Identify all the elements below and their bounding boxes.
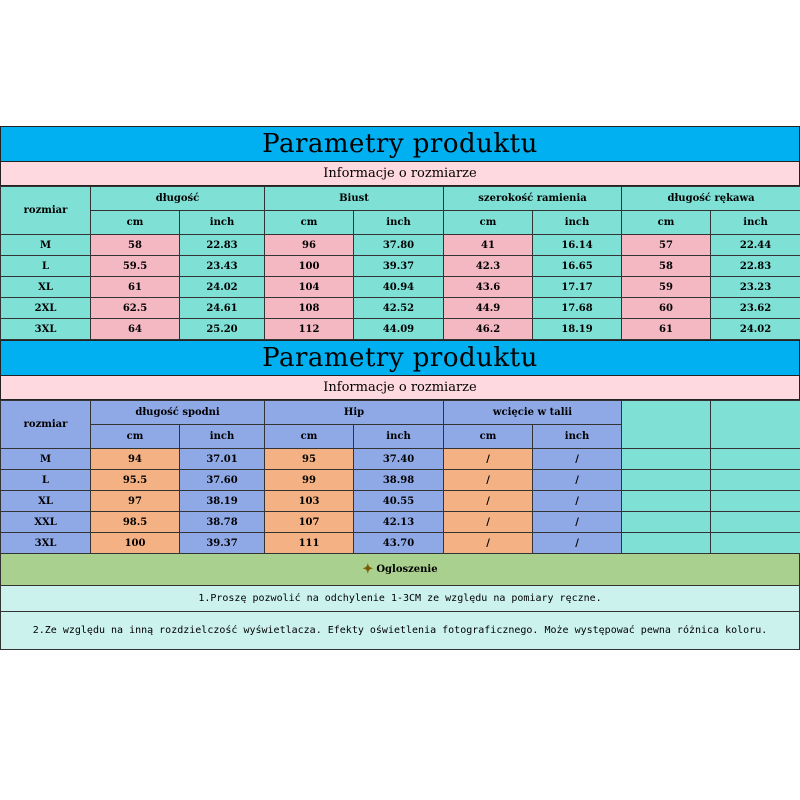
value-cell: 104	[265, 277, 354, 298]
value-cell: 95	[265, 449, 354, 470]
unit-header: cm	[444, 211, 533, 235]
value-cell: /	[444, 491, 533, 512]
value-cell: 37.01	[180, 449, 265, 470]
value-cell: /	[533, 533, 622, 554]
value-cell: 40.94	[354, 277, 444, 298]
value-cell: 37.80	[354, 235, 444, 256]
value-cell: 44.09	[354, 319, 444, 340]
value-cell: /	[444, 449, 533, 470]
value-cell: 41	[444, 235, 533, 256]
value-cell: 38.78	[180, 512, 265, 533]
top-size-table	[0, 186, 800, 340]
table-row	[1, 298, 800, 319]
value-cell: 61	[91, 277, 180, 298]
value-cell: 38.98	[354, 470, 444, 491]
value-cell: 39.37	[354, 256, 444, 277]
unit-header: cm	[622, 211, 711, 235]
size-header: rozmiar	[1, 401, 91, 449]
value-cell: 95.5	[91, 470, 180, 491]
unit-header: inch	[711, 211, 800, 235]
size-cell: M	[1, 235, 91, 256]
value-cell: 22.83	[180, 235, 265, 256]
value-cell: 23.23	[711, 277, 800, 298]
value-cell: 59.5	[91, 256, 180, 277]
value-cell: 43.6	[444, 277, 533, 298]
value-cell: 37.60	[180, 470, 265, 491]
size-cell: M	[1, 449, 91, 470]
notice-label: Ogloszenie	[376, 564, 438, 575]
value-cell: /	[444, 470, 533, 491]
value-cell: 17.17	[533, 277, 622, 298]
unit-header: cm	[91, 425, 180, 449]
unit-header: inch	[354, 425, 444, 449]
group-header: Biust	[265, 187, 444, 211]
section-subtitle: Informacje o rozmiarze	[0, 162, 800, 186]
value-cell: 24.61	[180, 298, 265, 319]
value-cell: 22.44	[711, 235, 800, 256]
note-2: 2.Ze względu na inną rozdzielczość wyświetlacza. Efekty oświetlenia fotograficznego. Może występować pewna różnica koloru.	[0, 612, 800, 650]
value-cell: 23.62	[711, 298, 800, 319]
size-cell: L	[1, 256, 91, 277]
table-row	[1, 449, 800, 470]
value-cell: 40.55	[354, 491, 444, 512]
unit-header: cm	[91, 211, 180, 235]
value-cell: 23.43	[180, 256, 265, 277]
group-header: długość spodni	[91, 401, 265, 425]
value-cell: 37.40	[354, 449, 444, 470]
unit-header: inch	[533, 425, 622, 449]
value-cell: 103	[265, 491, 354, 512]
value-cell: 58	[622, 256, 711, 277]
value-cell: 57	[622, 235, 711, 256]
size-chart	[0, 126, 800, 650]
empty-cell	[711, 491, 800, 512]
value-cell: 60	[622, 298, 711, 319]
value-cell: 61	[622, 319, 711, 340]
value-cell: 111	[265, 533, 354, 554]
value-cell: 42.3	[444, 256, 533, 277]
value-cell: 108	[265, 298, 354, 319]
table-row	[1, 491, 800, 512]
value-cell: 42.52	[354, 298, 444, 319]
unit-header: cm	[265, 211, 354, 235]
empty-cell	[622, 491, 711, 512]
value-cell: /	[533, 470, 622, 491]
table-row	[1, 235, 800, 256]
table-row	[1, 470, 800, 491]
value-cell: 22.83	[711, 256, 800, 277]
table-row	[1, 512, 800, 533]
size-cell: XXL	[1, 512, 91, 533]
value-cell: 97	[91, 491, 180, 512]
table-row	[1, 277, 800, 298]
value-cell: 62.5	[91, 298, 180, 319]
value-cell: 38.19	[180, 491, 265, 512]
value-cell: 24.02	[180, 277, 265, 298]
empty-cell	[711, 401, 800, 449]
empty-cell	[622, 401, 711, 449]
empty-cell	[711, 470, 800, 491]
empty-cell	[711, 533, 800, 554]
size-cell: 3XL	[1, 319, 91, 340]
value-cell: 46.2	[444, 319, 533, 340]
value-cell: 112	[265, 319, 354, 340]
bottom-size-table	[0, 400, 800, 554]
group-header: długość	[91, 187, 265, 211]
value-cell: /	[533, 491, 622, 512]
size-cell: XL	[1, 277, 91, 298]
size-cell: XL	[1, 491, 91, 512]
empty-cell	[622, 533, 711, 554]
unit-header: inch	[354, 211, 444, 235]
value-cell: 16.65	[533, 256, 622, 277]
value-cell: 44.9	[444, 298, 533, 319]
value-cell: 42.13	[354, 512, 444, 533]
note-1: 1.Proszę pozwolić na odchylenie 1-3CM ze względu na pomiary ręczne.	[0, 586, 800, 612]
empty-cell	[711, 512, 800, 533]
value-cell: 64	[91, 319, 180, 340]
page-title-2: Parametry produktu	[0, 340, 800, 376]
group-header: długość rękawa	[622, 187, 800, 211]
value-cell: 59	[622, 277, 711, 298]
size-cell: 2XL	[1, 298, 91, 319]
value-cell: 98.5	[91, 512, 180, 533]
unit-header: inch	[533, 211, 622, 235]
empty-cell	[711, 449, 800, 470]
notice-banner	[0, 554, 800, 586]
empty-cell	[622, 470, 711, 491]
unit-header: inch	[180, 211, 265, 235]
group-header: szerokość ramienia	[444, 187, 622, 211]
value-cell: 24.02	[711, 319, 800, 340]
empty-cell	[622, 449, 711, 470]
unit-header: cm	[265, 425, 354, 449]
unit-header: inch	[180, 425, 265, 449]
size-cell: 3XL	[1, 533, 91, 554]
group-header: wcięcie w talii	[444, 401, 622, 425]
value-cell: 94	[91, 449, 180, 470]
section-subtitle-2: Informacje o rozmiarze	[0, 376, 800, 400]
value-cell: 99	[265, 470, 354, 491]
value-cell: 58	[91, 235, 180, 256]
star-icon: ✦	[362, 562, 374, 577]
table-row	[1, 533, 800, 554]
unit-header: cm	[444, 425, 533, 449]
value-cell: 18.19	[533, 319, 622, 340]
value-cell: 39.37	[180, 533, 265, 554]
size-cell: L	[1, 470, 91, 491]
value-cell: 25.20	[180, 319, 265, 340]
value-cell: 100	[265, 256, 354, 277]
empty-cell	[622, 512, 711, 533]
value-cell: /	[444, 533, 533, 554]
value-cell: 43.70	[354, 533, 444, 554]
value-cell: /	[444, 512, 533, 533]
value-cell: 96	[265, 235, 354, 256]
value-cell: 16.14	[533, 235, 622, 256]
value-cell: 100	[91, 533, 180, 554]
table-row	[1, 256, 800, 277]
page-title: Parametry produktu	[0, 126, 800, 162]
group-header: Hip	[265, 401, 444, 425]
table-row	[1, 319, 800, 340]
value-cell: /	[533, 449, 622, 470]
value-cell: /	[533, 512, 622, 533]
value-cell: 17.68	[533, 298, 622, 319]
size-header: rozmiar	[1, 187, 91, 235]
value-cell: 107	[265, 512, 354, 533]
